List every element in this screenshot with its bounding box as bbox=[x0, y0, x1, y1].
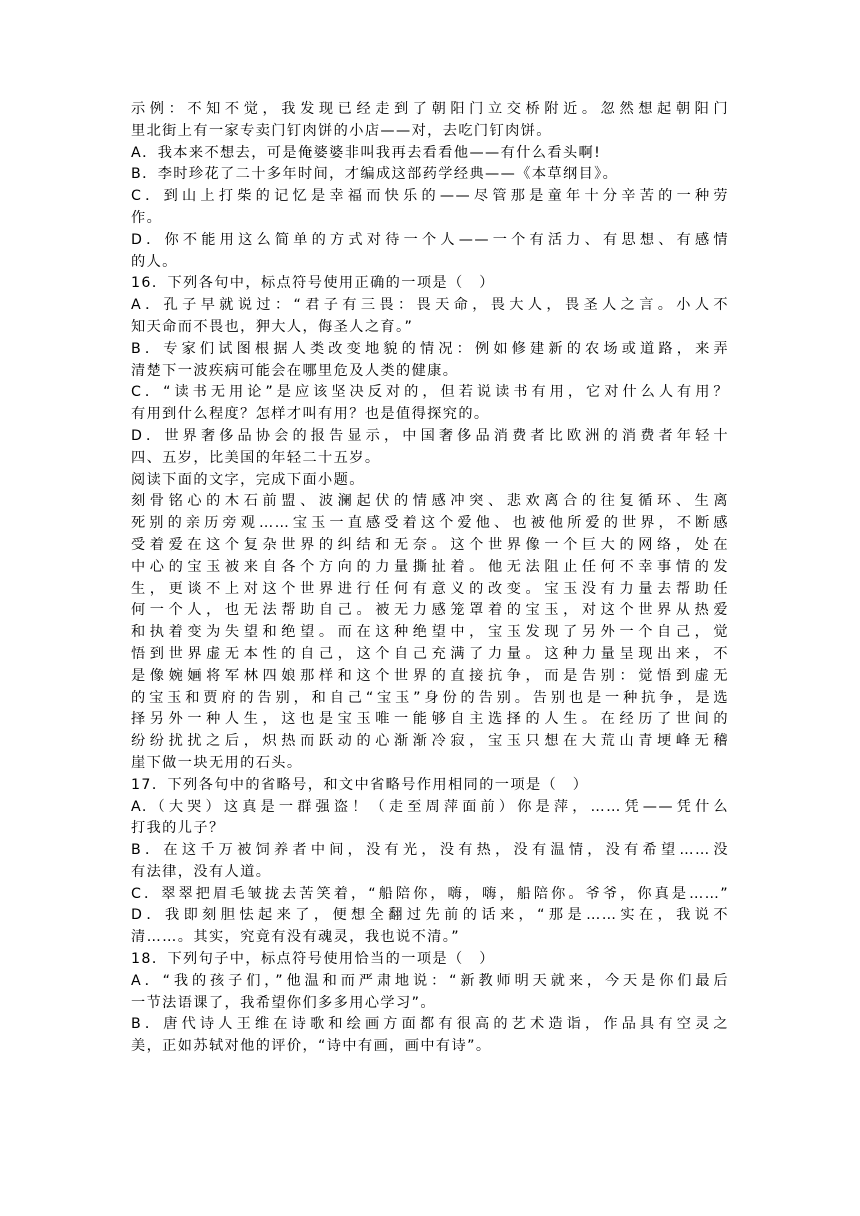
passage-line-10: 的宝玉和贾府的告别，和自己“宝玉”身份的告别。告别也是一种抗争，是选 bbox=[131, 689, 729, 706]
option-c-line-2: 作。 bbox=[131, 209, 163, 226]
passage-line-13: 崖下做一块无用的石头。 bbox=[131, 754, 303, 771]
option-a-line: A．我本来不想去，可是俺婆婆非叫我再去看看他——有什么看头啊! bbox=[131, 144, 602, 161]
passage-line-2: 死别的亲历旁观……宝玉一直感受着这个爱他、也被他所爱的世界，不断感 bbox=[131, 515, 729, 532]
option-d-line-2: 的人。 bbox=[131, 253, 178, 270]
passage-line-3: 受着爱在这个复杂世界的纠结和无奈。这个世界像一个巨大的网络，处在 bbox=[131, 536, 729, 553]
example-line-1: 示例：不知不觉，我发现已经走到了朝阳门立交桥附近。忽然想起朝阳门 bbox=[131, 101, 729, 117]
option-c-line-1: C．到山上打柴的记忆是幸福而快乐的——尽管那是童年十分辛苦的一种劳 bbox=[131, 188, 729, 205]
q17-option-d-line-1: D．我即刻胆怯起来了，便想全翻过先前的话来，“那是……实在，我说不 bbox=[131, 907, 729, 924]
q16-option-c-line-2: 有用到什么程度？怎样才叫有用？也是值得探究的。 bbox=[131, 406, 490, 423]
passage-line-8: 悟到世界虚无本性的自己，这个自己充满了力量。这种力量呈现出来，不 bbox=[131, 645, 729, 662]
option-d-line-1: D．你不能用这么简单的方式对待一个人——一个有活力、有思想、有感情 bbox=[131, 231, 729, 248]
option-b-line: B．李时珍花了二十多年时间，才编成这部药学经典——《本草纲目》。 bbox=[131, 166, 619, 183]
question-18: 18．下列句子中，标点符号使用恰当的一项是（ ） bbox=[131, 951, 495, 968]
passage-line-11: 择另外一种人生，这也是宝玉唯一能够自主选择的人生。在经历了世间的 bbox=[131, 711, 729, 728]
passage-line-5: 生，更谈不上对这个世界进行任何有意义的改变。宝玉没有力量去帮助任 bbox=[131, 580, 729, 597]
reading-instruction: 阅读下面的文字，完成下面小题。 bbox=[131, 471, 365, 488]
q16-option-b-line-2: 清楚下一波疾病可能会在哪里危及人类的健康。 bbox=[131, 362, 459, 379]
q17-option-b-line-1: B．在这千万被饲养者中间，没有光，没有热，没有温情，没有希望……没 bbox=[131, 842, 729, 859]
q16-option-d-line-2: 四、五岁，比美国的年轻二十五岁。 bbox=[131, 449, 381, 466]
q16-option-a-line-2: 知天命而不畏也，狎大人，侮圣人之育。” bbox=[131, 318, 414, 335]
passage-line-1: 刻骨铭心的木石前盟、波澜起伏的情感冲突、悲欢离合的往复循环、生离 bbox=[131, 493, 729, 510]
document-page bbox=[131, 99, 729, 1058]
question-16: 16．下列各句中，标点符号使用正确的一项是（ ） bbox=[131, 275, 495, 292]
q17-option-d-line-2: 清……。其实，究竟有没有魂灵，我也说不清。” bbox=[131, 929, 460, 946]
q17-option-a-line-2: 打我的儿子？ bbox=[131, 820, 225, 837]
q18-option-b-line-2: 美，正如苏轼对他的评价，“诗中有画，画中有诗”。 bbox=[131, 1038, 492, 1055]
passage-line-9: 是像婉婳将军林四娘那样和这个世界的直接抗争，而是告别：觉悟到虚无 bbox=[131, 667, 729, 684]
q18-option-a-line-2: 一节法语课了，我希望你们多多用心学习”。 bbox=[131, 994, 436, 1011]
question-17: 17．下列各句中的省略号，和文中省略号作用相同的一项是（ ） bbox=[131, 776, 589, 793]
q17-option-b-line-2: 有法律，没有人道。 bbox=[131, 863, 272, 880]
q17-option-c-line-1: C．翠翠把眉毛皱拢去苦笑着，“船陪你，嗨，嗨，船陪你。爷爷，你真是……” bbox=[131, 885, 729, 902]
passage-line-4: 中心的宝玉被来自各个方向的力量撕扯着。他无法阻止任何不幸事情的发 bbox=[131, 558, 729, 575]
q16-option-d-line-1: D．世界奢侈品协会的报告显示，中国奢侈品消费者比欧洲的消费者年轻十 bbox=[131, 427, 729, 444]
example-line-2: 里北街上有一家专卖门钉肉饼的小店——对，去吃门钉肉饼。 bbox=[131, 122, 552, 139]
passage-line-6: 何一个人，也无法帮助自己。被无力感笼罩着的宝玉，对这个世界从热爱 bbox=[131, 602, 729, 619]
passage-line-7: 和执着变为失望和绝望。而在这种绝望中，宝玉发现了另外一个自己，觉 bbox=[131, 624, 729, 641]
q18-option-a-line-1: A．“我的孩子们，”他温和而严肃地说：“新教师明天就来，今天是你们最后 bbox=[131, 972, 729, 989]
q17-option-a-line-1: A.（大哭）这真是一群强盗！（走至周萍面前）你是萍，……凭——凭什么 bbox=[131, 798, 729, 815]
q16-option-b-line-1: B．专家们试图根据人类改变地貌的情况：例如修建新的农场或道路，来弄 bbox=[131, 340, 729, 357]
q16-option-a-line-1: A．孔子早就说过：“君子有三畏：畏天命，畏大人，畏圣人之言。小人不 bbox=[131, 297, 729, 314]
passage-line-12: 纷纷扰扰之后，炽热而跃动的心渐渐冷寂，宝玉只想在大荒山青埂峰无稽 bbox=[131, 733, 729, 750]
q16-option-c-line-1: C．“读书无用论”是应该坚决反对的，但若说读书有用，它对什么人有用？ bbox=[131, 384, 729, 401]
q18-option-b-line-1: B．唐代诗人王维在诗歌和绘画方面都有很高的艺术造诣，作品具有空灵之 bbox=[131, 1016, 729, 1033]
